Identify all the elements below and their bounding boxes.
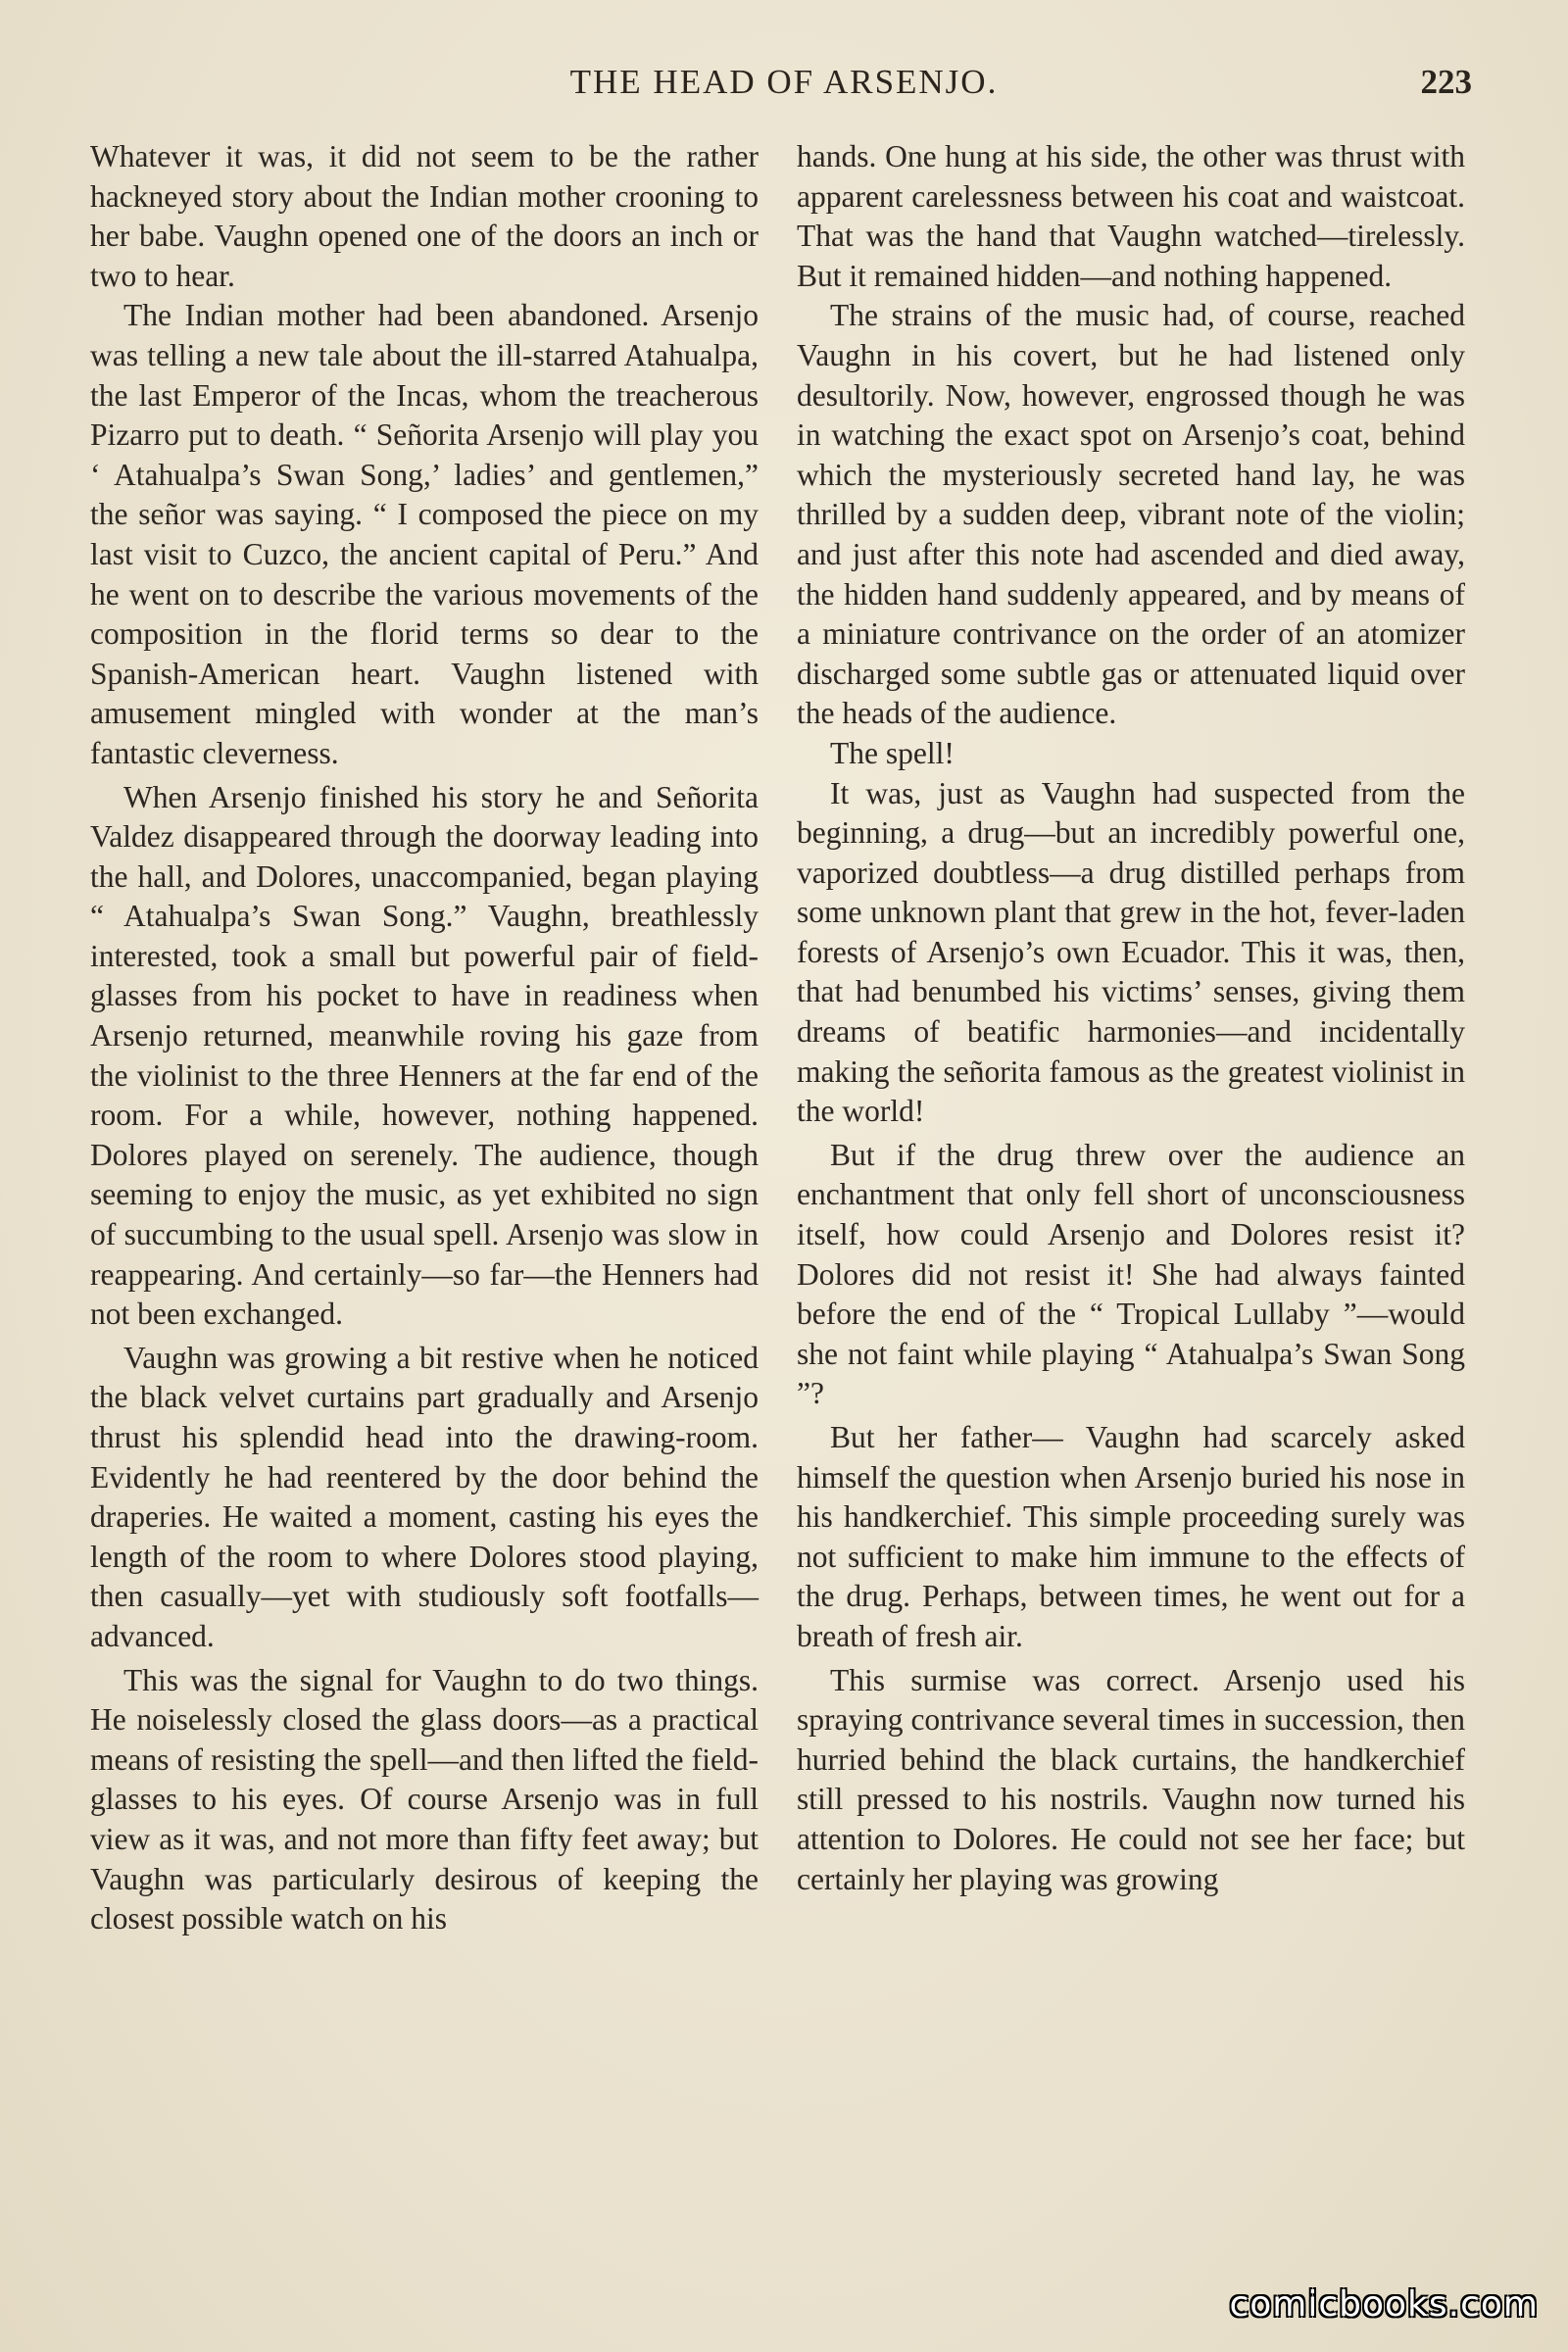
running-title: THE HEAD OF ARSENJO. (569, 63, 999, 101)
paragraph: The Indian mother had been abandoned. Arsenjo was telling a new tale about the ill-starred Atahualpa, the last Emperor of the Incas, whom the treacherous Pizarro put to death. “ Señorita Arsenjo will play you ‘ Atahualpa’s Swan Song,’ ladies’ and gentlemen,” the señor was saying. “ I composed the piece on my last visit to Cuzco, the ancient capital of Peru.” And he went on to describe the various movements of the composition in the florid terms so dear to the Spanish-American heart. Vaughn listened with amusement mingled with wonder at the man’s fantastic cleverness. (90, 298, 759, 770)
paragraph: Whatever it was, it did not seem to be the rather hackneyed story about the Indian mother crooning to her babe. Vaughn opened one of the doors an inch or two to hear. (90, 139, 759, 293)
paragraph: This surmise was correct. Arsenjo used his spraying contrivance several times in succession, then hurried behind the black curtains, the handkerchief still pressed to his nostrils. Vaughn now turned his attention to Dolores. He could not see her face; but certainly her playing was growing (797, 1662, 1465, 1896)
paragraph: The strains of the music had, of course, reached Vaughn in his covert, but he had listened only desultorily. Now, however, engrossed though he was in watching the exact spot on Arsenjo’s coat, behind which the mysteriously secreted hand lay, he was thrilled by a sudden deep, vibrant note of the violin; and just after this note had ascended and died away, the hidden hand suddenly appeared, and by means of a miniature contrivance on the order of an atomizer discharged some subtle gas or attenuated liquid over the heads of the audience. (797, 298, 1465, 731)
paragraph: Vaughn was growing a bit restive when he noticed the black velvet curtains part gradually and Arsenjo thrust his splendid head into the drawing-room. Evidently he had reentered by the door behind the draperies. He waited a moment, casting his eyes the length of the room to where Dolores stood playing, then casually—yet with studiously soft footfalls—advanced. (90, 1340, 759, 1653)
paragraph: But if the drug threw over the audience an enchantment that only fell short of unconsciousness itself, how could Arsenjo and Dolores resist it? Dolores did not resist it! She had always fainted before the end of the “ Tropical Lullaby ”—would she not faint while playing “ Atahualpa’s Swan Song ”? (797, 1137, 1465, 1411)
paragraph: hands. One hung at his side, the other was thrust with apparent carelessness between his coat and waistcoat. That was the hand that Vaughn watched—tirelessly. But it remained hidden—and nothing happened. (797, 139, 1465, 293)
paragraph: But her father— Vaughn had scarcely asked himself the question when Arsenjo buried his nose in his handkerchief. This simple proceeding surely was not sufficient to make him immune to the effects of the drug. Perhaps, between times, he went out for a breath of fresh air. (797, 1420, 1465, 1653)
right-column (797, 137, 1465, 1899)
site-watermark: comicbooks.com (1229, 2284, 1539, 2325)
paragraph: When Arsenjo finished his story he and Señorita Valdez disappeared through the doorway leading into the hall, and Dolores, unaccompanied, began playing “ Atahualpa’s Swan Song.” Vaughn, breathlessly interested, took a small but powerful pair of field-glasses from his pocket to have in readiness when Arsenjo returned, meanwhile roving his gaze from the violinist to the three Henners at the far end of the room. For a while, however, nothing happened. Dolores played on serenely. The audience, though seeming to enjoy the music, as yet exhibited no sign of succumbing to the usual spell. Arsenjo was slow in reappearing. And certainly—so far—the Henners had not been exchanged. (90, 779, 759, 1332)
paragraph: It was, just as Vaughn had suspected from the beginning, a drug—but an incredibly powerful one, vaporized doubtless—a drug distilled perhaps from some unknown plant that grew in the hot, fever-laden forests of Arsenjo’s own Ecuador. This it was, then, that had benumbed his victims’ senses, giving them dreams of beatific harmonies—and incidentally making the señorita famous as the greatest violinist in the world! (797, 775, 1465, 1129)
page-number: 223 (1420, 63, 1472, 101)
running-head (0, 63, 1568, 112)
paragraph: This was the signal for Vaughn to do two things. He noiselessly closed the glass doors—as a practical means of resisting the spell—and then lifted the field-glasses to his eyes. Of course Arsenjo was in full view as it was, and not more than fifty feet away; but Vaughn was particularly desirous of keeping the closest possible watch on his (90, 1662, 759, 1936)
paragraph: The spell! (830, 735, 955, 770)
left-column (90, 137, 759, 1939)
